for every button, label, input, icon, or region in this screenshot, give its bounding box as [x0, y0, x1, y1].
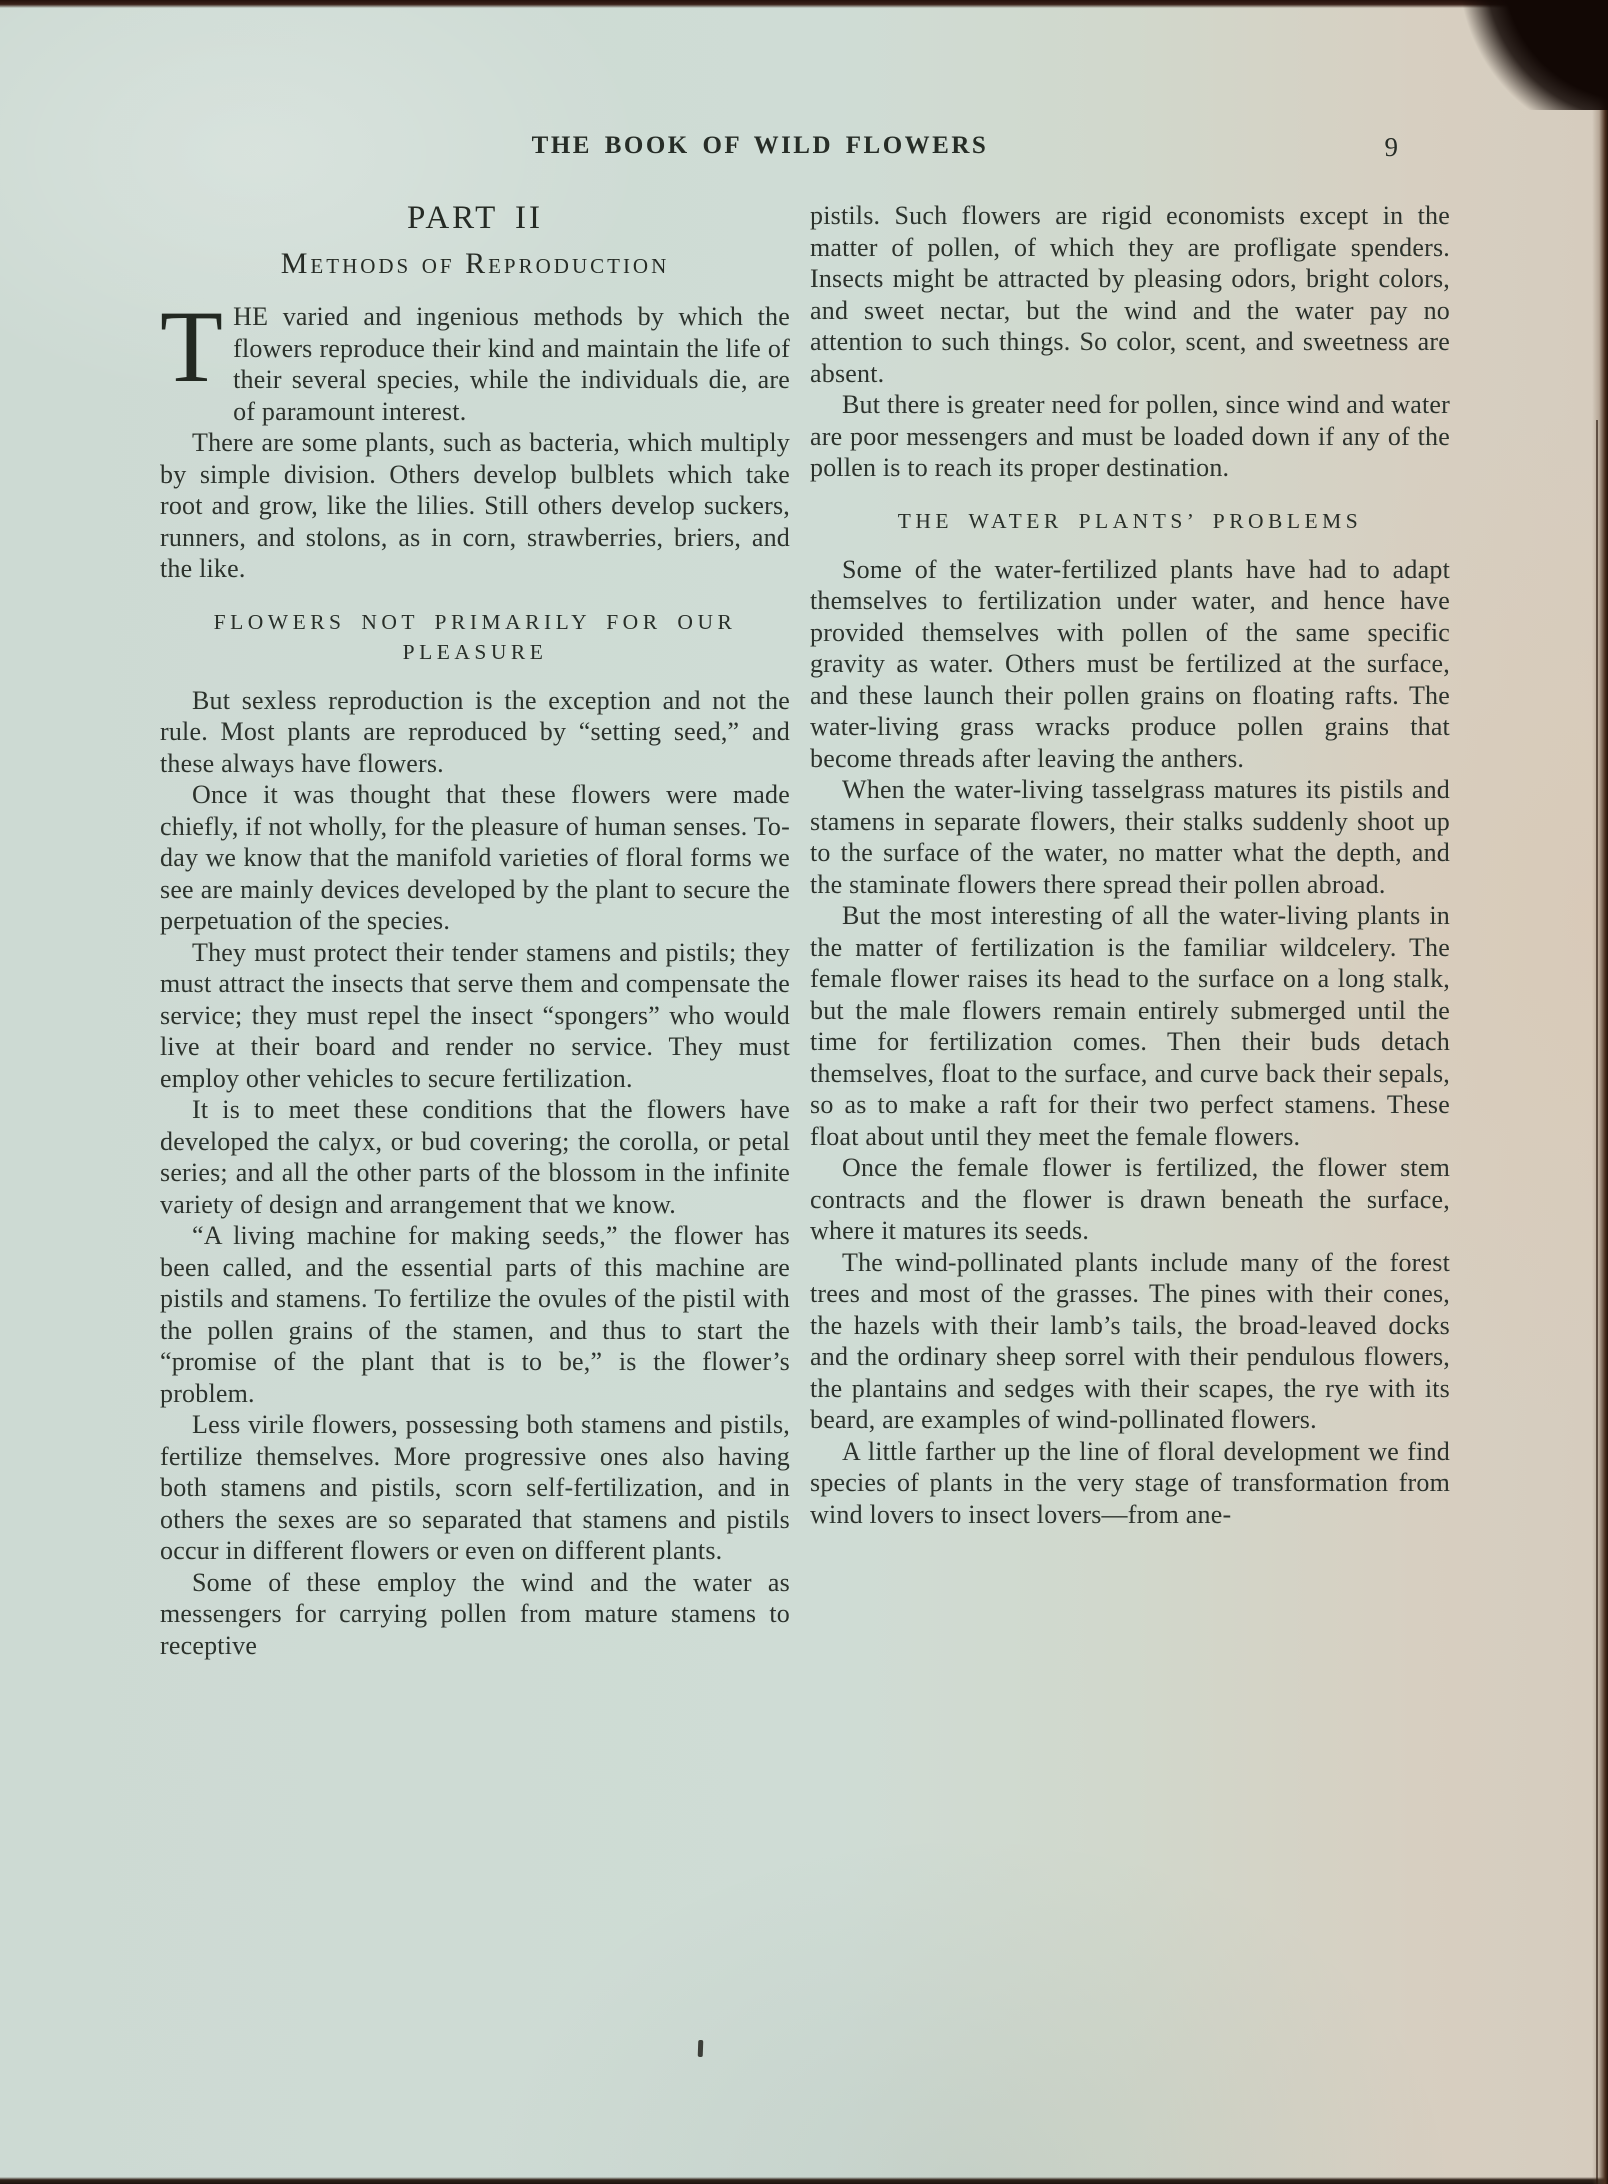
paragraph: It is to meet these conditions that the flowers have developed the calyx, or bud covering; the corolla, or petal series; and all the other parts of the blossom in the infinite variety of design and arrangement that we know.	[160, 1095, 790, 1219]
paragraph: There are some plants, such as bacteria, which multiply by simple division. Others develop bulblets which take root and grow, like the lilies. Still others develop suckers, runners, and stolons, as in corn, strawberries, briers, and the like.	[160, 428, 790, 583]
left-column	[160, 200, 790, 1661]
scan-edge-bottom	[0, 2177, 1608, 2184]
paragraph: The wind-pollinated plants include many of the forest trees and most of the grasses. The pines with their cones, the hazels with their lamb’s tails, the broad-leaved docks and the ordinary sheep sorrel with their pendulous flowers, the plantains and sedges with their scapes, the rye with its beard, are examples of wind-pollinated flowers.	[810, 1247, 1450, 1434]
paragraph: But there is greater need for pollen, since wind and water are poor messengers and must be loaded down if any of the pollen is to reach its proper destination.	[810, 390, 1450, 482]
opening-paragraph-text: HE varied and ingenious methods by which the flowers reproduce their kind and maintain the life of their several species, while the individuals die, are of paramount interest.	[233, 302, 790, 426]
ink-mark	[698, 2040, 704, 2057]
paragraph: But the most interesting of all the water-living plants in the matter of fertilization is the familiar wildcelery. The female flower raises its head to the surface on a long stalk, but the male flowers remain entirely submerged until the time for fertilization comes. Then their buds detach themselves, float to the surface, and curve back their sepals, so as to make a raft for their two perfect stamens. These float about until they meet the female flowers.	[810, 901, 1450, 1151]
chapter-heading: Methods of Reproduction	[280, 247, 670, 280]
part-heading: PART II	[407, 200, 543, 236]
paragraph: Some of the water-fertilized plants have had to adapt themselves to fertilization under water, and hence have provided themselves with pollen of the same specific gravity as water. Others must be fertilized at the surface, and these launch their pollen grains on floating rafts. The water-living grass wracks produce pollen grains that become threads after leaving the anthers.	[810, 554, 1450, 773]
paragraph: pistils. Such flowers are rigid economists except in the matter of pollen, of which they are profligate spenders. Insects might be attracted by pleasing odors, bright colors, and sweet nectar, but the wind and the water pay no attention to such things. So color, scent, and sweetness are absent.	[810, 201, 1450, 388]
running-title: THE BOOK OF WILD FLOWERS	[531, 132, 989, 159]
page-number: 9	[1384, 132, 1398, 162]
paragraph: Some of these employ the wind and the water as messengers for carrying pollen from mature stamens to receptive	[160, 1567, 790, 1660]
page-header	[160, 132, 1450, 174]
page-content	[160, 132, 1450, 1660]
opening-paragraph	[160, 290, 790, 427]
paragraph: Once the female flower is fertilized, the flower stem contracts and the flower is drawn beneath the surface, where it matures its seeds.	[810, 1153, 1450, 1245]
paragraph: A little farther up the line of floral development we find species of plants in the very stage of transformation from wind lovers to insect lovers—from ane-	[810, 1436, 1450, 1529]
scan-page-crease	[1596, 420, 1598, 2184]
scan-edge-right	[1592, 0, 1608, 2184]
section-heading-water-plants: THE WATER PLANTS’ PROBLEMS	[897, 508, 1363, 533]
paragraph: When the water-living tasselgrass matures its pistils and stamens in separate flowers, their stalks suddenly shoot up to the surface of the water, no matter what the depth, and the staminate flowers there spread their pollen abroad.	[810, 775, 1450, 899]
section-heading-flowers: FLOWERS NOT PRIMARILY FOR OUR PLEASURE	[213, 609, 737, 664]
paragraph: “A living machine for making seeds,” the flower has been called, and the essential parts of this machine are pistils and stamens. To fertilize the ovules of the pistil with the pollen grains of the stamen, and thus to start the “promise of the plant that is to be,” is the flower’s problem.	[160, 1221, 790, 1408]
drop-cap: T	[160, 290, 224, 404]
paragraph: Less virile flowers, possessing both stamens and pistils, fertilize themselves. More progressive ones also having both stamens and pistils, scorn self-fertilization, and in others the sexes are so separated that stamens and pistils occur in different flowers or even on different plants.	[160, 1410, 790, 1565]
paragraph: They must protect their tender stamens and pistils; they must attract the insects that serve them and compensate the service; they must repel the insect “spongers” who would live at their board and render no service. They must employ other vehicles to secure fertilization.	[160, 937, 790, 1093]
paragraph: Once it was thought that these flowers were made chiefly, if not wholly, for the pleasure of human senses. To-day we know that the manifold varieties of floral forms we see are mainly devices developed by the plant to secure the perpetuation of the species.	[160, 780, 790, 935]
scan-edge-top	[0, 0, 1608, 8]
scan-corner-top-right	[1458, 0, 1608, 110]
right-column	[810, 200, 1450, 1530]
paragraph: But sexless reproduction is the exception and not the rule. Most plants are reproduced by “setting seed,” and these always have flowers.	[160, 685, 790, 778]
